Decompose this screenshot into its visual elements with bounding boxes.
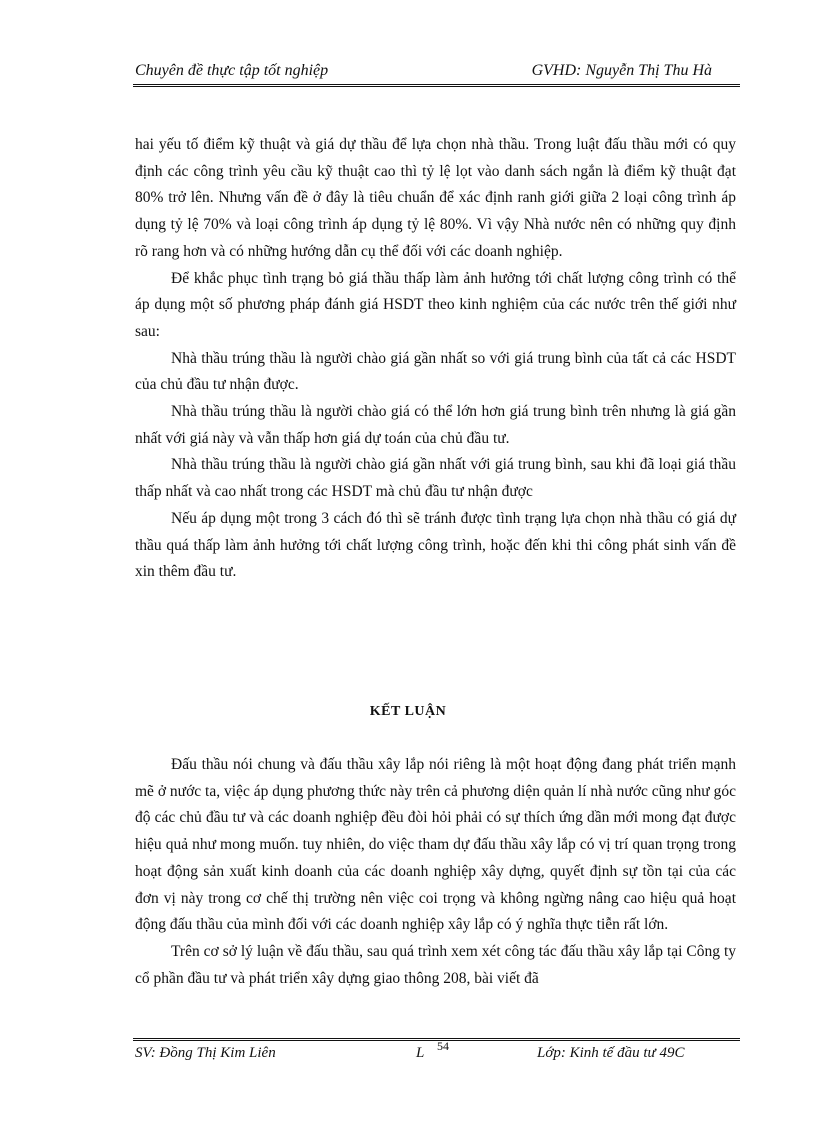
paragraph: Trên cơ sở lý luận về đấu thầu, sau quá trình xem xét công tác đấu thầu xây lắp tại Công ty cổ phần đầu tư và phát triển xây dựng giao thông 208, bài viết đã [135, 942, 736, 987]
footer-student: SV: Đồng Thị Kim Liên [135, 1045, 276, 1061]
paragraph: Đấu thầu nói chung và đấu thầu xây lắp nói riêng là một hoạt động đang phát triển mạnh mẽ ở nước ta, việc áp dụng phương thức này trên cả phương diện quản lí nhà nước cũng như góc độ các chủ đầu tư và các doanh nghiệp đều đòi hỏi phải có sự thích ứng dần mới mong đạt được hiệu quả như mong muốn. tuy nhiên, do việc tham dự đấu thầu xây lắp có vị trí quan trọng trong hoạt động sản xuất kinh doanh của các doanh nghiệp xây dựng, quyết định sự tồn tại của các đơn vị này trong cơ chế thị trường nên việc coi trọng và không ngừng nâng cao hiệu quả hoạt động đấu thầu của mình đối với các doanh nghiệp xây lắp có ý nghĩa thực tiễn rất lớn. [135, 756, 736, 934]
footer-mark: L [416, 1045, 425, 1061]
paragraph: Nhà thầu trúng thầu là người chào giá gần nhất với giá trung bình, sau khi đã loại giá thầu thấp nhất và cao nhất trong các HSDT mà chủ đầu tư nhận được [135, 456, 736, 501]
page-header [133, 58, 740, 84]
paragraph: Nhà thầu trúng thầu là người chào giá có thể lớn hơn giá trung bình trên nhưng là giá gần nhất với giá này và vẫn thấp hơn giá dự toán của chủ đầu tư. [135, 403, 736, 447]
paragraph: Nhà thầu trúng thầu là người chào giá gần nhất so với giá trung bình của tất cả các HSDT của chủ đầu tư nhận được. [135, 349, 736, 394]
body-conclusion [135, 752, 736, 992]
header-divider [133, 84, 740, 87]
conclusion-heading: KẾT LUẬN [369, 704, 447, 719]
paragraph: Nếu áp dụng một trong 3 cách đó thì sẽ tránh được tình trạng lựa chọn nhà thầu có giá dự thầu quá thấp làm ảnh hưởng tới chất lượng công trình, hoặc đến khi thi công phát sinh vấn đề xin thêm đầu tư. [135, 509, 736, 581]
header-advisor: GVHD: Nguyễn Thị Thu Hà [531, 62, 712, 79]
page-number: 54 [437, 1039, 449, 1053]
footer-class: Lớp: Kinh tế đầu tư 49C [537, 1045, 685, 1061]
page-footer [133, 1039, 740, 1067]
body-section-1 [135, 132, 736, 586]
paragraph: hai yếu tố điểm kỹ thuật và giá dự thầu để lựa chọn nhà thầu. Trong luật đấu thầu mới có quy định các công trình yêu cầu kỹ thuật cao thì tỷ lệ lọt vào danh sách ngắn là điểm kỹ thuật đạt 80% trở lên. Nhưng vấn đề ở đây là tiêu chuẩn để xác định ranh giới giữa 2 loại công trình áp dụng tỷ lệ 70% và loại công trình áp dụng tỷ lệ 80%. Vì vậy Nhà nước nên có những quy định rõ rang hơn và có những hướng dẫn cụ thể đối với các doanh nghiệp. [135, 136, 736, 260]
header-document-title: Chuyên đề thực tập tốt nghiệp [135, 62, 329, 79]
paragraph: Để khắc phục tình trạng bỏ giá thầu thấp làm ảnh hưởng tới chất lượng công trình có thể áp dụng một số phương pháp đánh giá HSDT theo kinh nghiệm của các nước trên thế giới như sau: [135, 269, 736, 340]
